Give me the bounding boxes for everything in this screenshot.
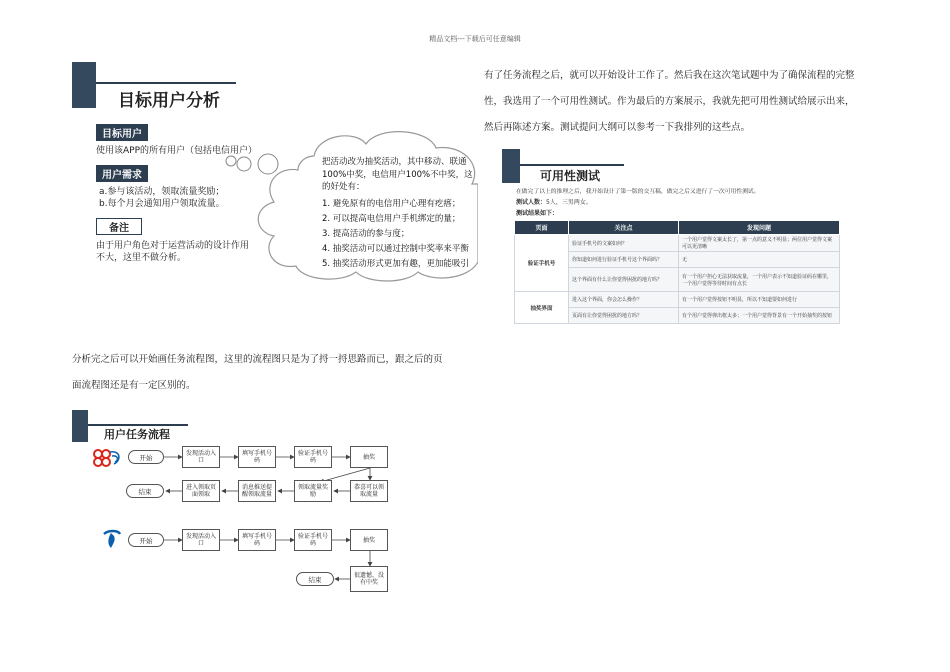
- flow-node: 发现活动入口: [182, 446, 220, 468]
- cloud-intro-line: 100%中奖，电信用户100%不中奖，这: [322, 169, 473, 180]
- table-header-row: [515, 221, 840, 235]
- table-cell-focus: 进入这个界面，你会怎么操作？: [569, 292, 679, 308]
- flow-node: 领取流量奖励: [294, 480, 332, 502]
- usability-people: [516, 197, 592, 206]
- flow-start-node: 开始: [128, 533, 164, 547]
- flow-node: 填写手机号码: [238, 529, 276, 551]
- people-value: 5人，三男两女。: [546, 199, 592, 206]
- cloud-intro-line: 把活动改为抽奖活动，其中移动、联通: [322, 157, 467, 167]
- user-need-item: b.每个月会通知用户领取流量。: [99, 199, 225, 209]
- flow-node: 发现活动入口: [182, 529, 220, 551]
- usability-table: [514, 220, 840, 324]
- flow-node: 验证手机号码: [294, 446, 332, 468]
- unicom-logo-icon: [90, 446, 124, 470]
- table-cell-page: 验证手机号: [515, 235, 569, 292]
- cloud-point: 2. 可以提高电信用户手机绑定的量；: [322, 213, 461, 224]
- flow-node: 抽奖: [350, 446, 388, 468]
- paragraph-line: 然后再陈述方案。测试提问大纲可以参考一下我排列的这些点。: [484, 122, 751, 133]
- flow-node: 进入领取页面领取: [182, 480, 220, 502]
- note-label: 备注: [96, 218, 142, 235]
- target-user-label: 目标用户: [96, 124, 148, 141]
- usability-result-label: 测试结果如下：: [516, 210, 559, 217]
- table-cell-focus: 页面有让你觉得困扰的地方吗？: [569, 308, 679, 324]
- flow-node: 消息推送提醒领取流量: [238, 480, 276, 502]
- table-header-page: 页面: [515, 221, 569, 235]
- flow-node: 很遗憾，没有中奖: [350, 566, 388, 592]
- user-need-label: 用户需求: [96, 165, 148, 182]
- table-cell-issue: 无: [679, 252, 840, 268]
- table-cell-focus: 你知道如何进行验证手机号这个界面吗？: [569, 252, 679, 268]
- cloud-point: 4. 抽奖活动可以通过控制中奖率来平衡: [322, 243, 469, 254]
- paragraph-line: 性，我选用了一个可用性测试。作为最后的方案展示，我就先把可用性测试给展示出来，: [484, 96, 855, 107]
- people-label: 测试人数：: [516, 199, 547, 206]
- flow-title: 用户任务流程: [104, 428, 170, 441]
- table-cell-page: 抽奖界面: [515, 292, 569, 324]
- table-row: [515, 292, 840, 308]
- cloud-text-block: [322, 156, 474, 272]
- table-cell-issue: 有一个用户担心无法获取流量，一个用户表示不知道验证码在哪里，一个用户觉得等待时间有点长: [679, 268, 840, 292]
- cloud-point: 1. 避免原有的电信用户心理有疙瘩；: [322, 198, 461, 209]
- usability-desc: 在做完了以上的推理之后，我开始设计了第一版的交互稿，做完之后又进行了一次可用性测试。: [516, 189, 760, 195]
- note-text: 由于用户角色对于运营活动的设计作用: [96, 241, 250, 251]
- paragraph-line: 分析完之后可以开始画任务流程图，这里的流程图只是为了捋一捋思路而已，跟之后的页: [72, 354, 443, 365]
- table-header-issue: 发现问题: [679, 221, 840, 235]
- flow-end-node: 结束: [296, 572, 334, 586]
- usability-marker: [502, 149, 520, 183]
- section-marker: [72, 62, 96, 108]
- usability-title: 可用性测试: [540, 169, 601, 183]
- header-note: 精品文档---下载后可任意编辑: [429, 35, 521, 43]
- table-cell-issue: 有个用户觉得弹出框太多；一个用户觉得背景有一个开始抽奖的按钮: [679, 308, 840, 324]
- cloud-point: 5. 抽奖活动形式更加有趣，更加能吸引: [322, 258, 469, 269]
- flow-node: 恭喜可以领取流量: [350, 480, 388, 502]
- flow-start-node: 开始: [128, 450, 164, 464]
- table-cell-issue: 有一个用户觉得按钮不明显，所以不知道要如何进行: [679, 292, 840, 308]
- table-cell-focus: 这个界面有什么让你觉得困扰的地方吗？: [569, 268, 679, 292]
- section-rule: [96, 82, 236, 84]
- table-row: [515, 235, 840, 252]
- target-user-text: 使用该APP的所有用户（包括电信用户）: [96, 146, 258, 156]
- table-cell-focus: 验证手机号的文案如何？: [569, 235, 679, 252]
- flow-end-node: 结束: [126, 484, 164, 498]
- user-need-item: a.参与该活动，领取流量奖励；: [99, 187, 225, 197]
- cloud-point: 3. 提高活动的参与度；: [322, 228, 410, 239]
- table-cell-issue: 一个用户觉得文案太长了，第一点的意义不明显；两位用户觉得文案可以更清晰: [679, 235, 840, 252]
- flow-node: 抽奖: [350, 529, 388, 551]
- section-title: 目标用户分析: [118, 91, 220, 111]
- flow-node: 验证手机号码: [294, 529, 332, 551]
- cloud-intro-line: 的好处有：: [322, 182, 365, 192]
- paragraph-line: 有了任务流程之后，就可以开始设计工作了。然后我在这次笔试题中为了确保流程的完整: [484, 70, 855, 81]
- note-text: 不大，这里不做分析。: [96, 253, 187, 263]
- flow-marker: [72, 410, 88, 442]
- usability-rule: [520, 164, 624, 166]
- paragraph-line: 面流程图还是有一定区别的。: [72, 380, 196, 391]
- flow-node: 填写手机号码: [238, 446, 276, 468]
- table-header-focus: 关注点: [569, 221, 679, 235]
- telecom-logo-icon: [102, 528, 122, 550]
